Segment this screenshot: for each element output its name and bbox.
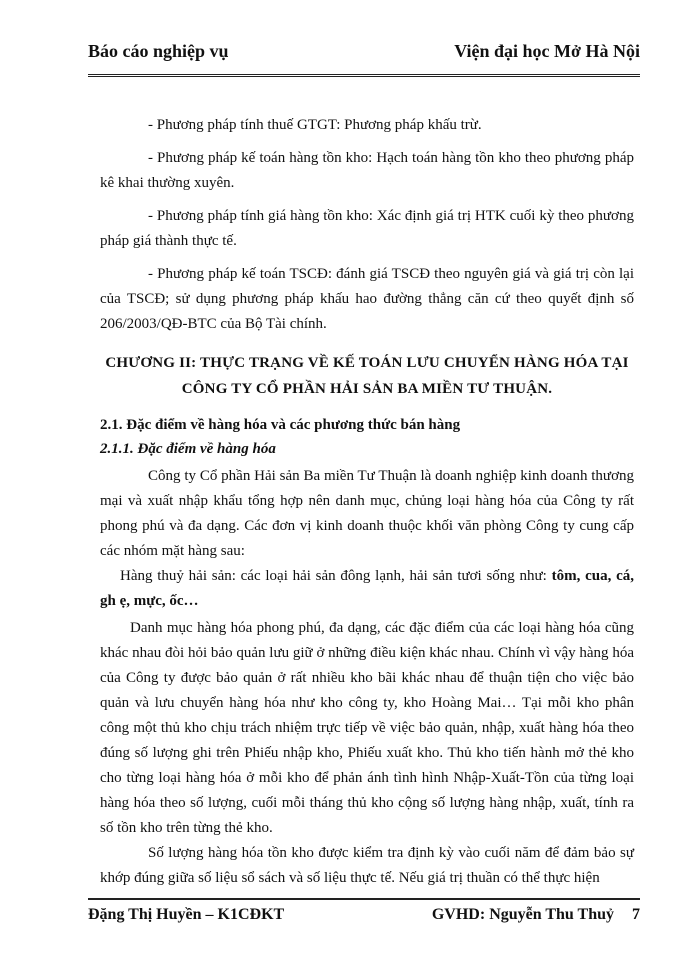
chapter-heading-line2: CÔNG TY CỔ PHẦN HẢI SẢN BA MIỀN TƯ THUẬN.: [181, 381, 553, 397]
chapter-heading: [100, 350, 634, 402]
header-institution: Viện đại học Mở Hà Nội: [454, 41, 640, 61]
footer-right: [432, 906, 640, 924]
chapter-heading-line1: CHƯƠNG II: THỰC TRẠNG VỀ KẾ TOÁN LƯU CHUYỂN HÀNG HÓA TẠI: [105, 355, 629, 371]
method-vat: - Phương pháp tính thuế GTGT: Phương pháp khấu trừ.: [148, 117, 482, 133]
seafood-text: Hàng thuỷ hải sản: các loại hải sản đông lạnh, hải sản tươi sống như:: [120, 568, 547, 584]
method-fixed-assets: - Phương pháp kế toán TSCĐ: đánh giá TSCĐ theo nguyên giá và giá trị còn lại của TSCĐ; sử dụng phương pháp khấu hao đường thẳng căn cứ theo quyết định số 206/2003/QĐ-BTC của Bộ Tài chính.: [100, 266, 634, 332]
section-heading-2-1: 2.1. Đặc điểm về hàng hóa và các phương thức bán hàng: [100, 417, 461, 433]
method-inventory-pricing: - Phương pháp tính giá hàng tồn kho: Xác định giá trị HTK cuối kỳ theo phương pháp giá thành thực tế.: [100, 208, 634, 249]
page-number: 7: [632, 906, 640, 923]
footer-supervisor: GVHD: Nguyễn Thu Thuỷ: [431, 906, 614, 923]
paragraph-seafood: [100, 564, 634, 614]
section-body: [100, 464, 634, 891]
section-heading-2-1-1: 2.1.1. Đặc điểm về hàng hóa: [100, 441, 276, 457]
paragraph-inventory-check: Số lượng hàng hóa tồn kho được kiểm tra định kỳ vào cuối năm để đảm bảo sự khớp đúng giữa số liệu sổ sách và số liệu thực tế. Nếu giá trị thuần có thể thực hiện: [100, 845, 634, 886]
paragraph-company-intro: Công ty Cổ phần Hải sản Ba miền Tư Thuận là doanh nghiệp kinh doanh thương mại và xuất nhập khẩu tổng hợp nên danh mục, chủng loại hàng hóa của Công ty rất phong phú và đa dạng. Các đơn vị kinh doanh thuộc khối văn phòng Công ty cung cấp các nhóm mặt hàng sau:: [100, 468, 634, 559]
header-report-title: Báo cáo nghiệp vụ: [88, 41, 229, 61]
method-inventory-accounting: - Phương pháp kế toán hàng tồn kho: Hạch toán hàng tồn kho theo phương pháp kê khai thường xuyên.: [100, 150, 634, 191]
page-footer: [88, 898, 640, 924]
footer-author: Đặng Thị Huyền – K1CĐKT: [88, 906, 285, 923]
page-header: [88, 40, 640, 77]
seafood-items: tôm, cua, cá, gh ẹ, mực, ốc…: [100, 568, 635, 609]
methods-block: [100, 113, 634, 337]
paragraph-storage: Danh mục hàng hóa phong phú, đa dạng, các đặc điểm của các loại hàng hóa cũng khác nhau đòi hỏi bảo quản lưu giữ ở những điều kiện khác nhau. Chính vì vậy hàng hóa của Công ty được bảo quản ở rất nhiều kho bãi khác nhau để thuận tiện cho việc bảo quản và lưu chuyển hàng hóa như kho công ty, kho Hoàng Mai… Tại mỗi kho phân công một thủ kho chịu trách nhiệm trực tiếp về việc bảo quản, nhập, xuất hàng hóa theo đúng số lượng ghi trên Phiếu nhập kho, Phiếu xuất kho. Thủ kho tiến hành mở thẻ kho cho từng loại hàng hóa ở mỗi kho để phản ánh tình hình Nhập-Xuất-Tồn của từng loại hàng hóa theo số lượng, cuối mỗi tháng thủ kho cộng số lượng hàng nhập, xuất, tính ra số tồn kho trên từng thẻ kho.: [100, 620, 634, 836]
